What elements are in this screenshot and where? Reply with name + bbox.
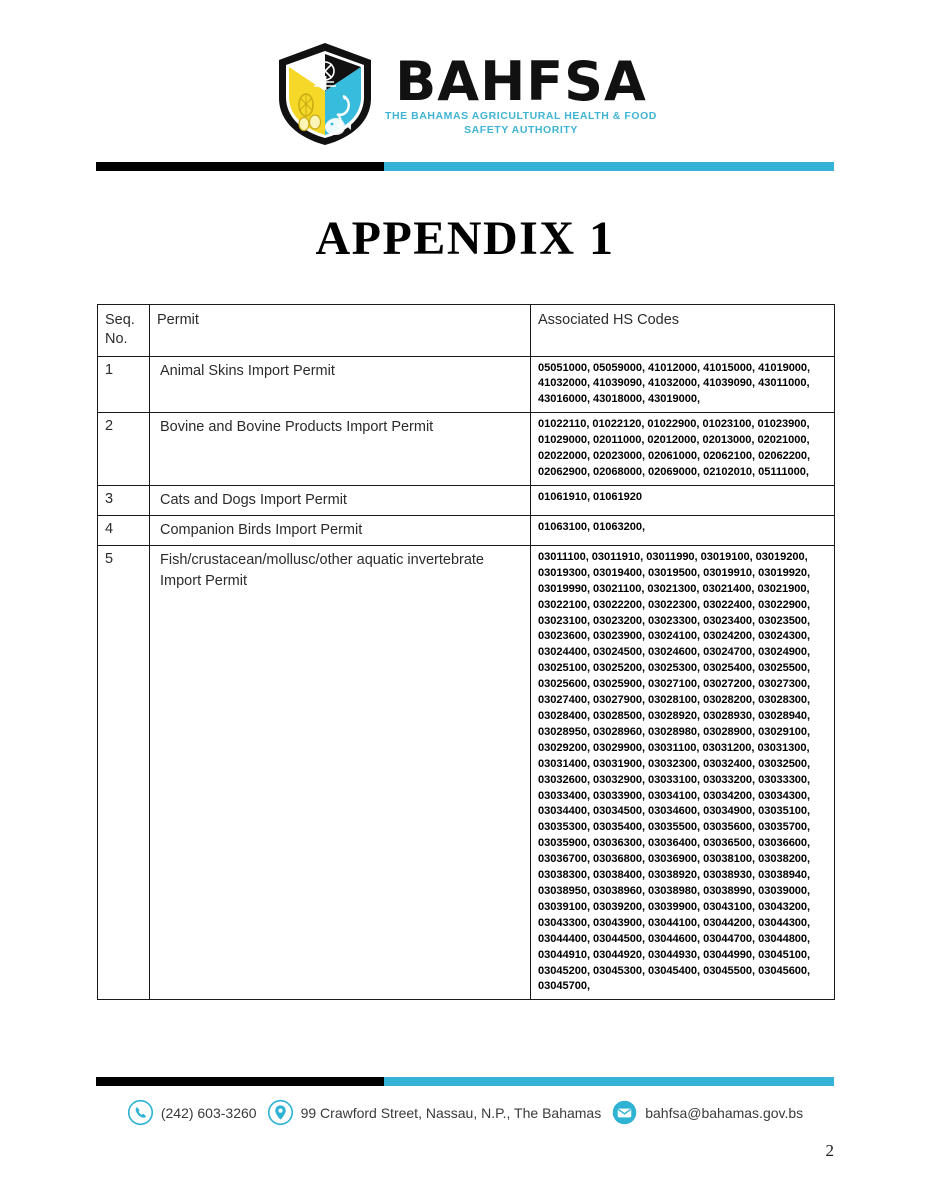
table-row xyxy=(98,545,835,999)
cell-permit: Fish/crustacean/mollusc/other aquatic invertebrate Import Permit xyxy=(150,545,531,999)
cell-permit: Cats and Dogs Import Permit xyxy=(150,485,531,515)
bahfsa-logo xyxy=(273,40,657,148)
table-row xyxy=(98,515,835,545)
footer-phone-item xyxy=(127,1099,257,1126)
column-header-seq-line2: No. xyxy=(105,331,128,348)
cell-permit: Companion Birds Import Permit xyxy=(150,515,531,545)
page-number: 2 xyxy=(825,1141,834,1160)
page-title: APPENDIX 1 xyxy=(315,212,615,265)
header-divider-bar xyxy=(96,162,834,171)
divider-segment-cyan xyxy=(384,162,834,171)
column-header-seq-line1: Seq. xyxy=(105,312,135,328)
column-header-seq xyxy=(98,305,150,357)
page-footer xyxy=(0,1077,930,1197)
hs-codes-table xyxy=(97,304,835,1000)
brand-tagline-line1: THE BAHAMAS AGRICULTURAL HEALTH & FOOD xyxy=(385,110,657,123)
divider-segment-black xyxy=(96,162,384,171)
phone-icon xyxy=(127,1099,154,1126)
footer-divider-segment-cyan xyxy=(384,1077,834,1086)
cell-seq: 1 xyxy=(98,356,150,413)
cell-codes: 01022110, 01022120, 01022900, 01023100, 01023900, 01029000, 02011000, 02012000, 02013000, 02021000, 02022000, 02023000, 02061000, 02062100, 02062200, 02062900, 02068000, 02069000, 02102010, 05111000, xyxy=(531,413,835,486)
cell-seq: 3 xyxy=(98,485,150,515)
footer-phone-text: (242) 603-3260 xyxy=(160,1104,257,1121)
envelope-icon xyxy=(611,1099,638,1126)
cell-seq: 5 xyxy=(98,545,150,999)
footer-contact-row xyxy=(0,1099,930,1126)
footer-divider-segment-black xyxy=(96,1077,384,1086)
brand-name: BAHFSA xyxy=(395,49,647,113)
brand-tagline-line2: SAFETY AUTHORITY xyxy=(464,124,578,137)
cell-seq: 4 xyxy=(98,515,150,545)
footer-email-item xyxy=(611,1099,803,1126)
cell-permit: Animal Skins Import Permit xyxy=(150,356,531,413)
table-row xyxy=(98,485,835,515)
cell-codes: 03011100, 03011910, 03011990, 03019100, 03019200, 03019300, 03019400, 03019500, 03019910, 03019920, 03019990, 03021100, 03021300, 03021400, 03021900, 03022100, 03022200, 03022300, 03022400, 03022900, 03023100, 03023200, 03023300, 03023400, 03023500, 03023600, 03023900, 03024100, 03024200, 03024300, 03024400, 03024500, 03024600, 03024700, 03024900, 03025100, 03025200, 03025300, 03025400, 03025500, 03025600, 03025900, 03027100, 03027200, 03027300, 03027400, 03027900, 03028100, 03028200, 03028300, 03028400, 03028500, 03028920, 03028930, 03028940, 03028950, 03028960, 03028980, 03028900, 03029100, 03029200, 03029900, 03031100, 03031200, 03031300, 03031400, 03031900, 03032300, 03032400, 03032500, 03032600, 03032900, 03033100, 03033200, 03033300, 03033400, 03033900, 03034100, 03034200, 03034300, 03034400, 03034500, 03034600, 03034900, 03035100, 03035300, 03035400, 03035500, 03035600, 03035700, 03035900, 03036300, 03036400, 03036500, 03036600, 03036700, 03036800, 03036900, 03038100, 03038200, 03038300, 03038400, 03038920, 03038930, 03038940, 03038950, 03038960, 03038980, 03038990, 03039000, 03039100, 03039200, 03039900, 03043100, 03043200, 03043300, 03043900, 03044100, 03044200, 03044300, 03044400, 03044500, 03044600, 03044700, 03044800, 03044910, 03044920, 03044930, 03044990, 03045100, 03045200, 03045300, 03045400, 03045500, 03045600, 03045700, xyxy=(531,545,835,999)
cell-codes: 01061910, 01061920 xyxy=(531,485,835,515)
cell-seq: 2 xyxy=(98,413,150,486)
footer-divider-bar xyxy=(96,1077,834,1086)
table-row xyxy=(98,413,835,486)
logo-text-block xyxy=(385,49,657,137)
column-header-codes: Associated HS Codes xyxy=(531,305,835,357)
page-header xyxy=(0,0,930,148)
table-header-row xyxy=(98,305,835,357)
footer-address-item xyxy=(267,1099,602,1126)
hs-codes-table-wrap xyxy=(97,304,834,1000)
table-row xyxy=(98,356,835,413)
footer-email-text: bahfsa@bahamas.gov.bs xyxy=(645,1104,804,1121)
footer-address-text: 99 Crawford Street, Nassau, N.P., The Bahamas xyxy=(300,1104,602,1121)
map-pin-icon xyxy=(267,1099,294,1126)
cell-permit: Bovine and Bovine Products Import Permit xyxy=(150,413,531,486)
cell-codes: 05051000, 05059000, 41012000, 41015000, 41019000, 41032000, 41039090, 41032000, 41039090, 43011000, 43016000, 43018000, 43019000, xyxy=(531,356,835,413)
column-header-permit: Permit xyxy=(150,305,531,357)
cell-codes: 01063100, 01063200, xyxy=(531,515,835,545)
bahfsa-shield-icon xyxy=(273,40,377,148)
